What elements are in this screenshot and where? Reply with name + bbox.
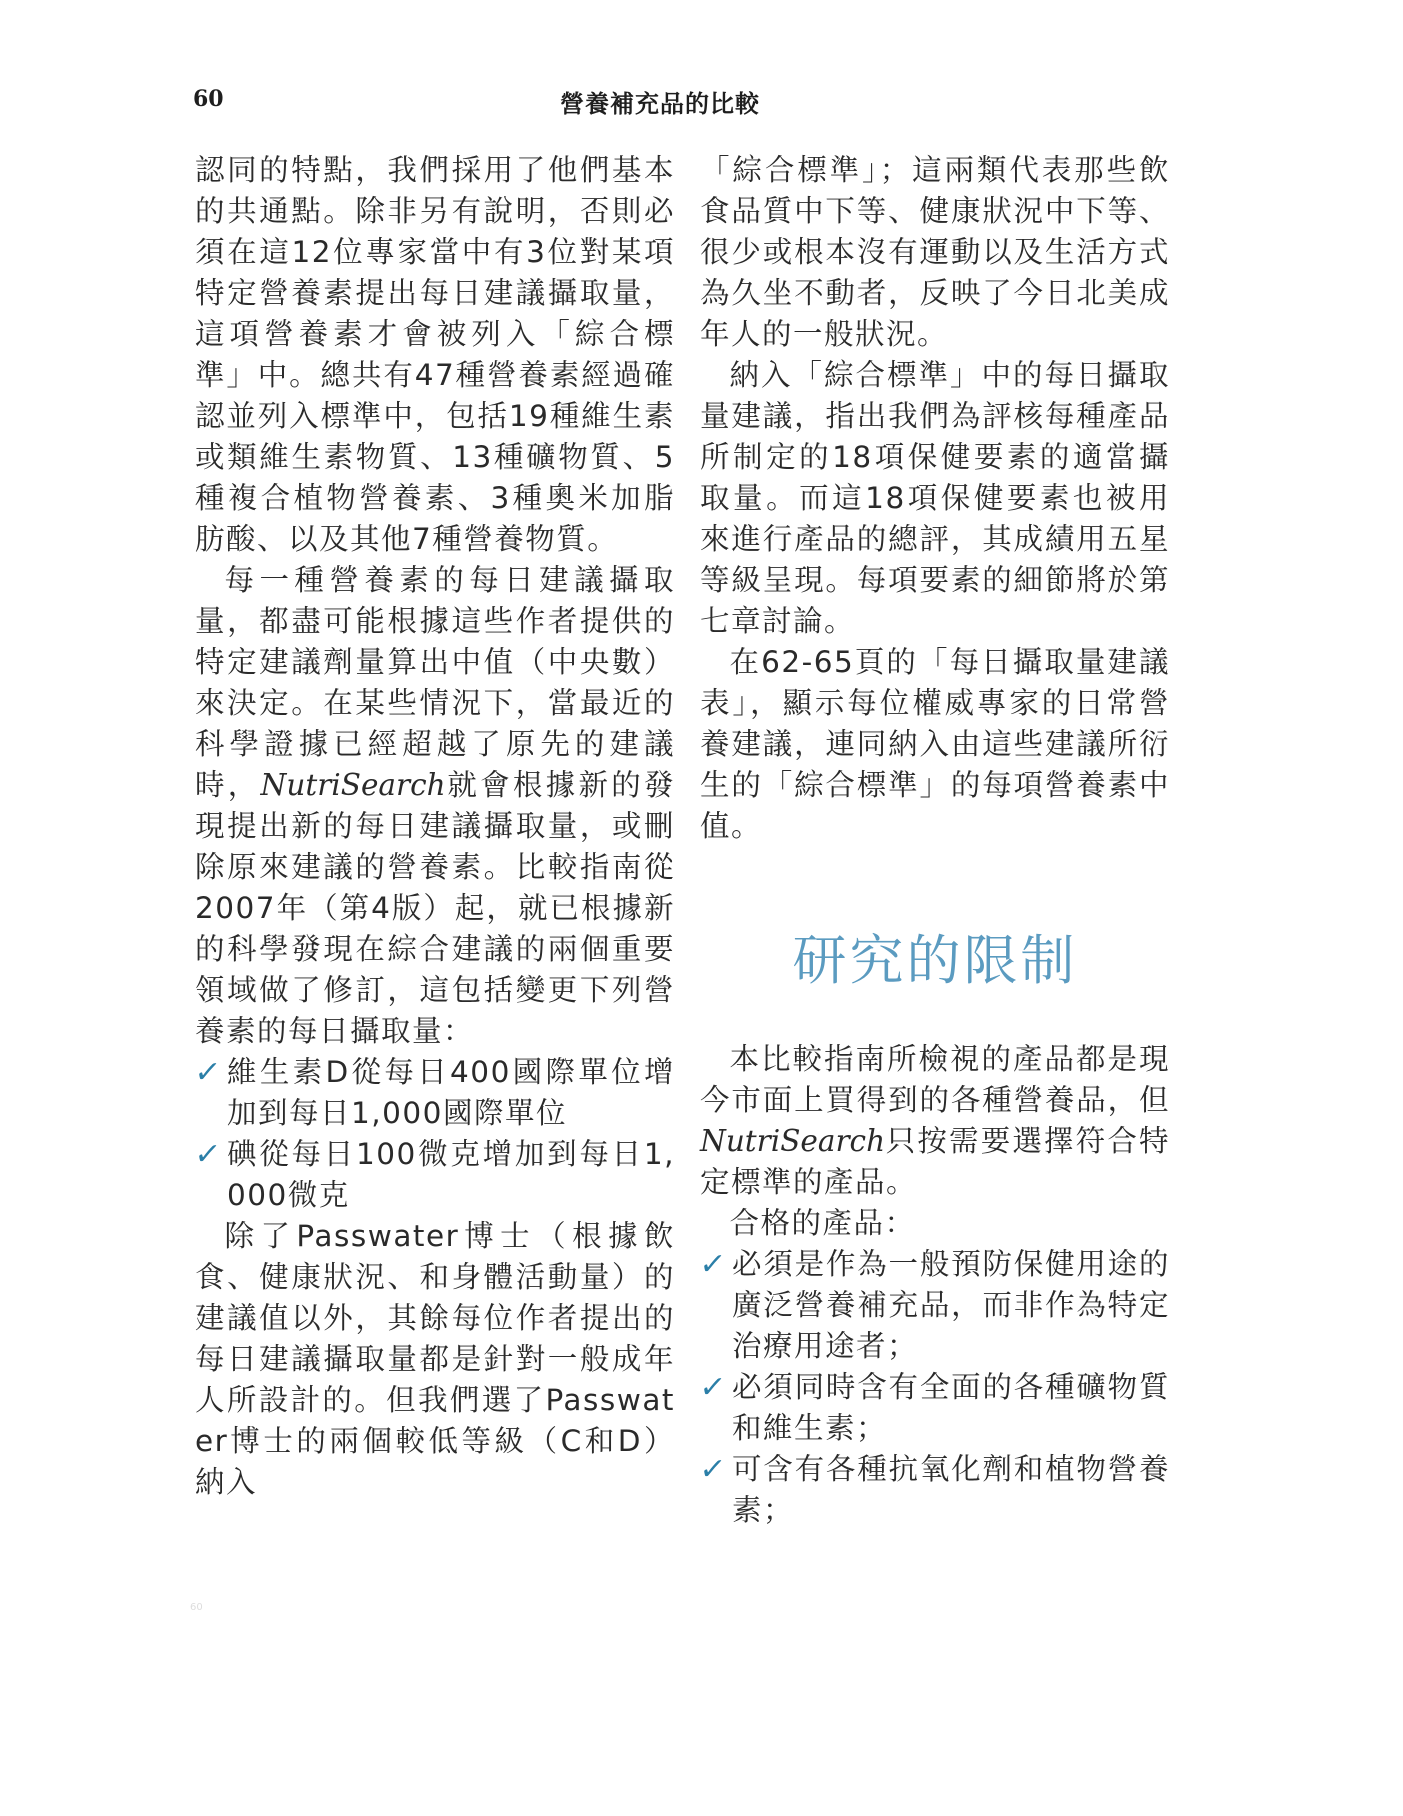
list-item-text: 維生素D從每日400國際單位增加到每日1,000國際單位 (227, 1055, 675, 1130)
checkmark-icon: ✓ (697, 1247, 730, 1282)
right-paragraph-4-start: 本比較指南所檢視的產品都是現今市面上買得到的各種營養品，但 (700, 1042, 1170, 1117)
checkmark-icon: ✓ (192, 1055, 225, 1090)
list-item-text: 必須是作為一般預防保健用途的廣泛營養補充品，而非作為特定治療用途者； (732, 1247, 1170, 1363)
list-item-text: 碘從每日100微克增加到每日1,000微克 (227, 1137, 675, 1212)
right-paragraph-4-end: 只按需要選擇符合特定標準的產品。 (700, 1124, 1170, 1199)
right-paragraph-1: 「綜合標準」；這兩類代表那些飲食品質中下等、健康狀況中下等、很少或根本沒有運動以及生活方式為久坐不動者，反映了今日北美成年人的一般狀況。 (700, 153, 1170, 351)
right-column (697, 150, 1170, 1531)
page-number: 60 (193, 86, 224, 112)
brand-nutrisearch: NutriSearch (260, 768, 446, 802)
running-title: 營養補充品的比較 (560, 90, 760, 118)
left-paragraph-2-end: 就會根據新的發現提出新的每日建議攝取量，或刪除原來建議的營養素。比較指南從2007年（第4版）起，就已根據新的科學發現在綜合建議的兩個重要領域做了修訂，這包括變更下列營養素的每日攝取量： (195, 768, 675, 1048)
list-item-text: 必須同時含有全面的各種礦物質和維生素； (732, 1370, 1170, 1445)
left-paragraph-2-start: 每一種營養素的每日建議攝取量，都盡可能根據這些作者提供的特定建議劑量算出中值（中央數）來決定。在某些情況下，當最近的科學證據已經超越了原先的建議時， (195, 563, 675, 802)
checkmark-icon: ✓ (192, 1137, 225, 1172)
list-item-text: 可含有各種抗氧化劑和植物營養素； (732, 1452, 1170, 1527)
list-item (697, 1244, 1170, 1367)
right-paragraph-4 (700, 1039, 1170, 1203)
left-paragraph-2 (195, 560, 675, 1052)
brand-nutrisearch: NutriSearch (700, 1124, 886, 1158)
checkmark-icon: ✓ (697, 1370, 730, 1405)
list-item (192, 1134, 675, 1216)
left-paragraph-3: 除了Passwater博士（根據飲食、健康狀況、和身體活動量）的建議值以外，其餘每位作者提出的每日建議攝取量都是針對一般成年人所設計的。但我們選了Passwater博士的兩個較低等級（C和D）納入 (195, 1219, 675, 1499)
list-item (192, 1052, 675, 1134)
right-paragraph-5: 合格的產品： (729, 1206, 916, 1240)
faint-page-number: 60 (190, 1602, 203, 1613)
left-column (192, 150, 675, 1503)
checkmark-icon: ✓ (697, 1452, 730, 1487)
right-paragraph-2: 納入「綜合標準」中的每日攝取量建議，指出我們為評核每種產品所制定的18項保健要素的適當攝取量。而這18項保健要素也被用來進行產品的總評，其成績用五星等級呈現。每項要素的細節將於第七章討論。 (700, 358, 1170, 638)
section-heading: 研究的限制 (792, 929, 1078, 992)
left-paragraph-1: 認同的特點，我們採用了他們基本的共通點。除非另有說明，否則必須在這12位專家當中有3位對某項特定營養素提出每日建議攝取量，這項營養素才會被列入「綜合標準」中。總共有47種營養素經過確認並列入標準中，包括19種維生素或類維生素物質、13種礦物質、5種複合植物營養素、3種奧米加脂肪酸、以及其他7種營養物質。 (195, 153, 675, 556)
list-item (697, 1367, 1170, 1449)
right-paragraph-3: 在62-65頁的「每日攝取量建議表」，顯示每位權威專家的日常營養建議，連同納入由這些建議所衍生的「綜合標準」的每項營養素中值。 (700, 645, 1170, 843)
list-item (697, 1449, 1170, 1531)
